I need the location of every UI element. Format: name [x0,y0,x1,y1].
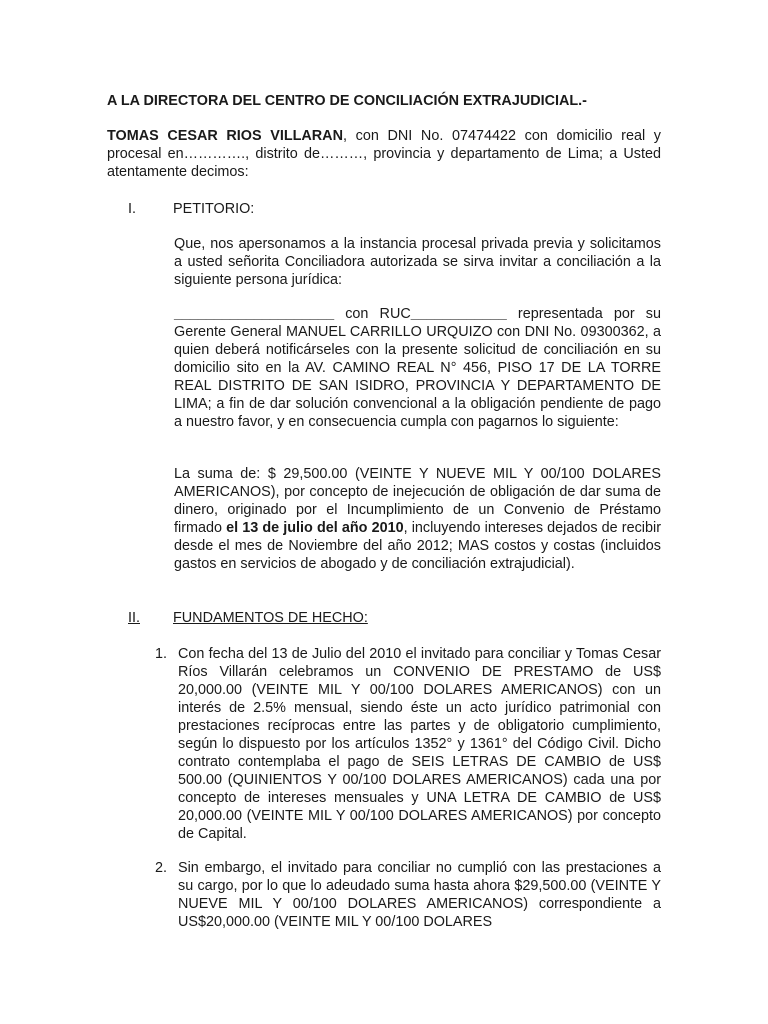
applicant-name: TOMAS CESAR RIOS VILLARAN [107,128,343,144]
amount-text-after: , incluyendo intereses dejados de recibir desde el mes de Noviembre del año 2012; MAS costos y costas (incluidos gastos en servicios de abogado y de conciliación extrajudicial). [174,520,661,572]
section-number: I. [128,201,136,217]
document-title: A LA DIRECTORA DEL CENTRO DE CONCILIACIÓN EXTRAJUDICIAL.- [107,93,587,109]
section-number: II. [128,610,140,626]
list-item-number: 1. [155,646,168,662]
company-name-blank: ____________________ [174,306,335,322]
ruc-label: con RUC [334,306,411,322]
intro-text: , con DNI No. 07474422 con domicilio real y procesal en…………., distrito de………, provincia y departamento de Lima; a Usted atentamente decimos: [107,128,661,180]
section-title: PETITORIO: [173,201,255,217]
section-title: FUNDAMENTOS DE HECHO: [173,610,368,626]
ruc-blank: ____________ [410,306,507,322]
petitorio-paragraph-2-text: representada por su Gerente General MANUEL CARRILLO URQUIZO con DNI No. 09300362, a quien deberá notificárseles con la presente solicitud de conciliación en su domicilio sito en la AV. CAMINO REAL N° 456, PISO 17 DE LA TORRE REAL DISTRITO DE SAN ISIDRO, PROVINCIA Y DEPARTAMENTO DE LIMA; a fin de dar solución convencional a la obligación pendiente de pago a nuestro favor, y en consecuencia cumpla con pagarnos lo siguiente: [174,306,661,430]
petitorio-paragraph-1: Que, nos apersonamos a la instancia procesal privada previa y solicitamos a usted señorita Conciliadora autorizada se sirva invitar a conciliación a la siguiente persona jurídica: [174,236,661,288]
contract-date: el 13 de julio del año 2010 [226,520,404,536]
list-item-number: 2. [155,860,168,876]
list-item: Con fecha del 13 de Julio del 2010 el invitado para conciliar y Tomas Cesar Ríos Villarán celebramos un CONVENIO DE PRESTAMO de US$ 20,000.00 (VEINTE MIL Y 00/100 DOLARES AMERICANOS) con un interés de 2.5% mensual, siendo éste un acto jurídico patrimonial con prestaciones recíprocas entre las partes y de obligatorio cumplimiento, según lo dispuesto por los artículos 1352° y 1361° del Código Civil. Dicho contrato contemplaba el pago de SEIS LETRAS DE CAMBIO de US$ 500.00 (QUINIENTOS Y 00/100 DOLARES AMERICANOS) cada una por concepto de intereses mensuales y UNA LETRA DE CAMBIO de US$ 20,000.00 (VEINTE MIL Y 00/100 DOLARES AMERICANOS) por concepto de Capital. [178,646,661,842]
petitorio-paragraph-2 [174,305,661,431]
amount-text-before: La suma de: $ 29,500.00 (VEINTE Y NUEVE MIL Y 00/100 DOLARES AMERICANOS), por concepto de inejecución de obligación de dar suma de dinero, originado por el Incumplimiento de un Convenio de Préstamo firmado [174,466,661,536]
list-item: Sin embargo, el invitado para conciliar no cumplió con las prestaciones a su cargo, por lo que lo adeudado suma hasta ahora $29,500.00 (VEINTE Y NUEVE MIL Y 00/100 DOLARES AMERICANOS) correspondiente a US$20,000.00 (VEINTE MIL Y 00/100 DOLARES [178,860,661,930]
intro-paragraph [107,127,661,181]
petitorio-paragraph-3 [174,465,661,573]
